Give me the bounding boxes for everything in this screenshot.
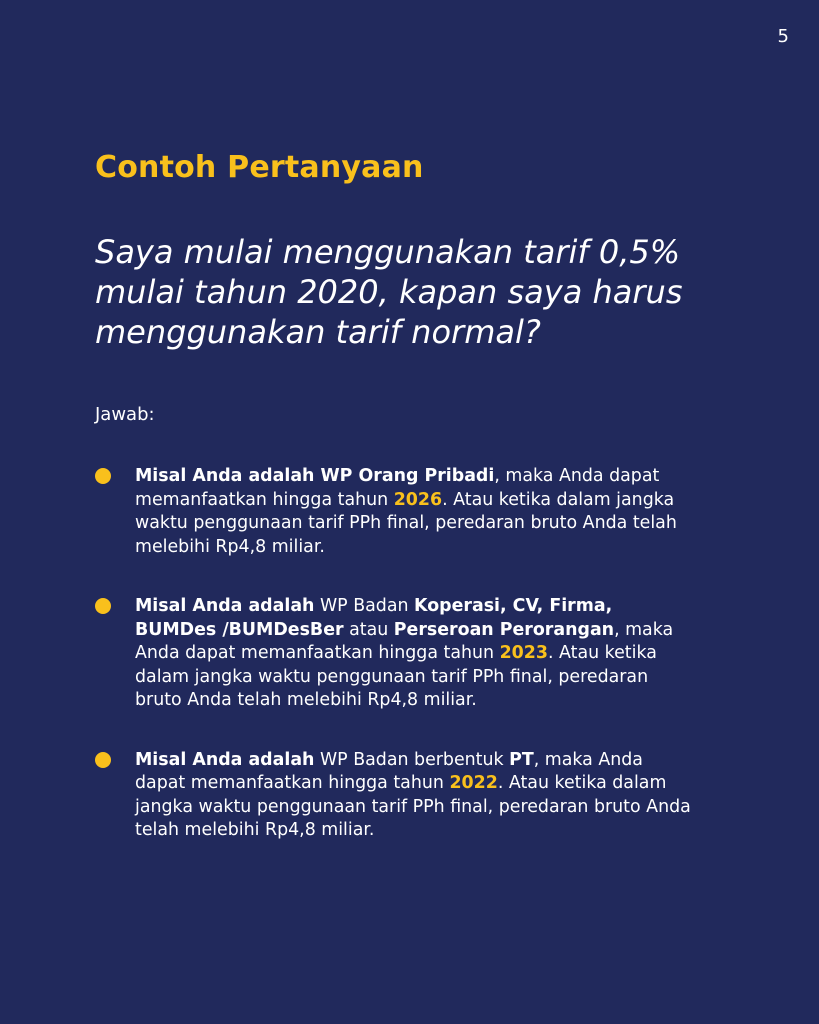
answer-list — [95, 465, 695, 843]
answer-entity-types: Koperasi, CV, Firma, BUMDes /BUMDesBer — [135, 596, 613, 640]
answer-text: . Atau ketika dalam jangka waktu penggunaan tarif PPh final, peredaran bruto Anda telah melebihi Rp4,8 miliar. — [135, 773, 691, 840]
answer-item-orang-pribadi — [95, 465, 695, 559]
answer-year: 2023 — [499, 643, 548, 663]
answer-text: WP Badan — [314, 596, 415, 616]
answer-text: , maka Anda dapat memanfaatkan hingga tahun — [135, 749, 643, 793]
bullet-dot-icon — [95, 752, 111, 768]
answer-text: . Atau ketika dalam jangka waktu penggunaan tarif PPh final, peredaran bruto Anda telah melebihi Rp4,8 miliar. — [135, 489, 677, 557]
section-heading: Contoh Pertanyaan — [95, 150, 424, 185]
answer-text: . Atau ketika dalam jangka waktu penggunaan tarif PPh final, peredaran bruto Anda telah melebihi Rp4,8 miliar. — [135, 643, 657, 710]
bullet-dot-icon — [95, 598, 111, 614]
page-number: 5 — [777, 26, 789, 47]
answer-text: , maka Anda dapat memanfaatkan hingga tahun — [135, 619, 674, 663]
answer-lead: Misal Anda adalah — [135, 596, 315, 616]
answer-text: WP Badan berbentuk — [314, 749, 510, 770]
answer-entity-pt: PT — [509, 749, 534, 770]
answer-lead: Misal Anda adalah WP Orang Pribadi — [135, 466, 495, 486]
question-text: Saya mulai menggunakan tarif 0,5% mulai tahun 2020, kapan saya harus menggunakan tarif normal? — [95, 233, 683, 351]
bullet-dot-icon — [95, 468, 111, 484]
answer-text: atau — [343, 619, 394, 640]
answer-label: Jawab: — [95, 404, 155, 425]
answer-text: , maka Anda dapat memanfaatkan hingga tahun — [135, 466, 660, 510]
answer-lead: Misal Anda adalah — [135, 749, 315, 770]
answer-year: 2026 — [393, 489, 443, 510]
answer-entity-perseroan: Perseroan Perorangan — [393, 619, 615, 640]
answer-item-badan-koperasi — [95, 595, 695, 713]
answer-item-badan-pt — [95, 749, 695, 843]
answer-year: 2022 — [449, 773, 498, 793]
